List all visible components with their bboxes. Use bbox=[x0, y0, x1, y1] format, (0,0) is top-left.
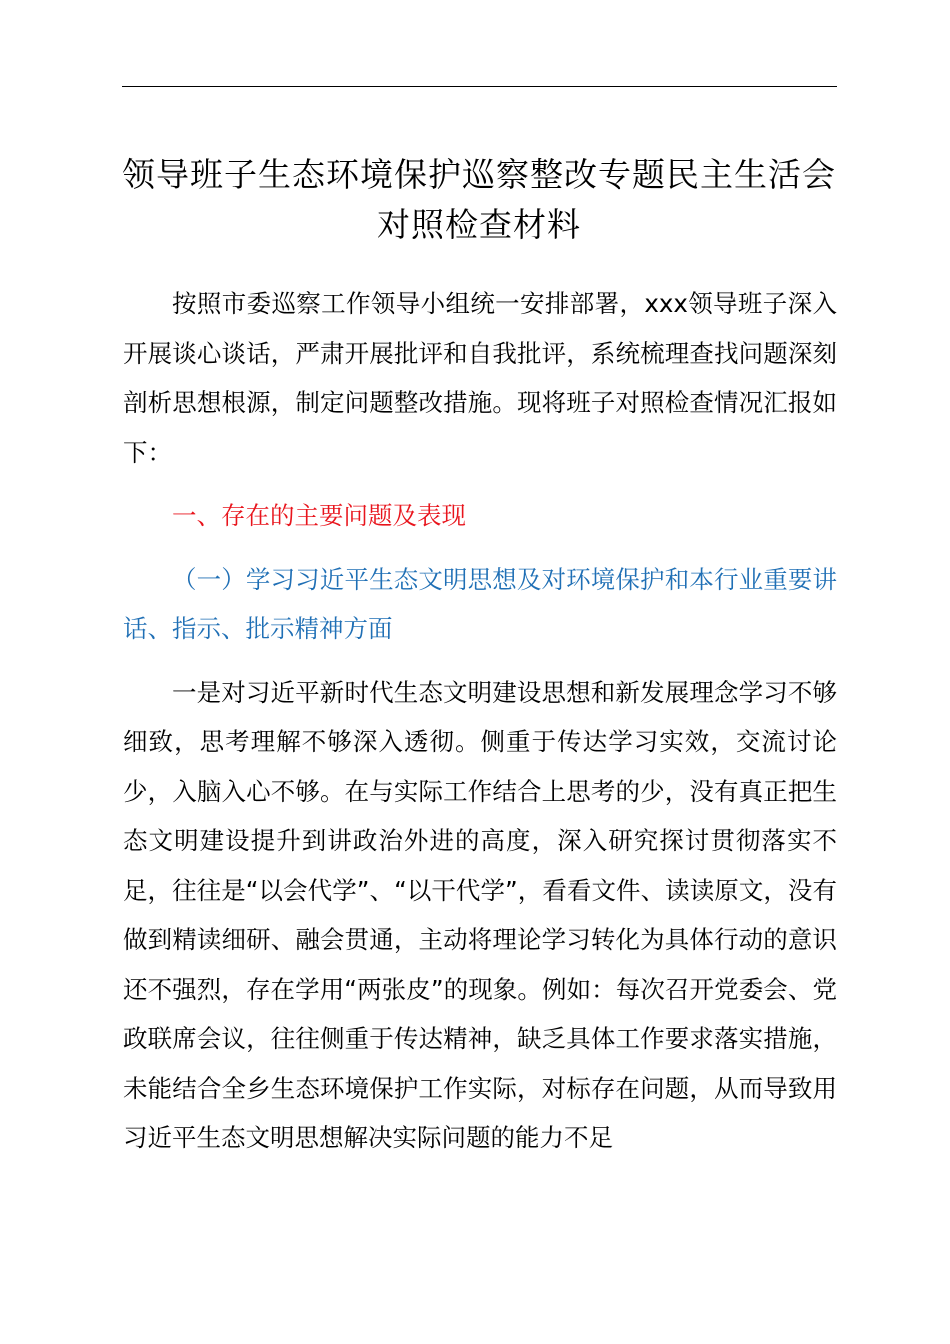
subsection-heading: （一）学习习近平生态文明思想及对环境保护和本行业重要讲话、指示、批示精神方面 bbox=[123, 564, 837, 643]
document-title: 领导班子生态环境保护巡察整改专题民主生活会对照检查材料 bbox=[122, 155, 836, 244]
section-heading: 一、存在的主要问题及表现 bbox=[172, 501, 466, 530]
header-rule bbox=[122, 86, 837, 87]
body-paragraph: 一是对习近平新时代生态文明建设思想和新发展理念学习不够细致，思考理解不够深入透彻。侧重于传达学习实效，交流讨论少，入脑入心不够。在与实际工作结合上思考的少，没有真正把生态文明建设提升到讲政治外进的高度，深入研究探讨贯彻落实不足，往往是“以会代学”、“以干代学”，看看文件、读读原文，没有做到精读细研、融会贯通，主动将理论学习转化为具体行动的意识还不强烈，存在学用“两张皮”的现象。例如：每次召开党委会、党政联席会议，往往侧重于传达精神，缺乏具体工作要求落实措施，未能结合全乡生态环境保护工作实际，对标存在问题，从而导致用习近平生态文明思想解决实际问题的能力不足 bbox=[123, 677, 837, 1152]
intro-paragraph: 按照市委巡察工作领导小组统一安排部署，xxx领导班子深入开展谈心谈话，严肃开展批评和自我批评，系统梳理查找问题深刻剖析思想根源，制定问题整改措施。现将班子对照检查情况汇报如下： bbox=[123, 289, 837, 467]
document-body bbox=[123, 279, 837, 1163]
